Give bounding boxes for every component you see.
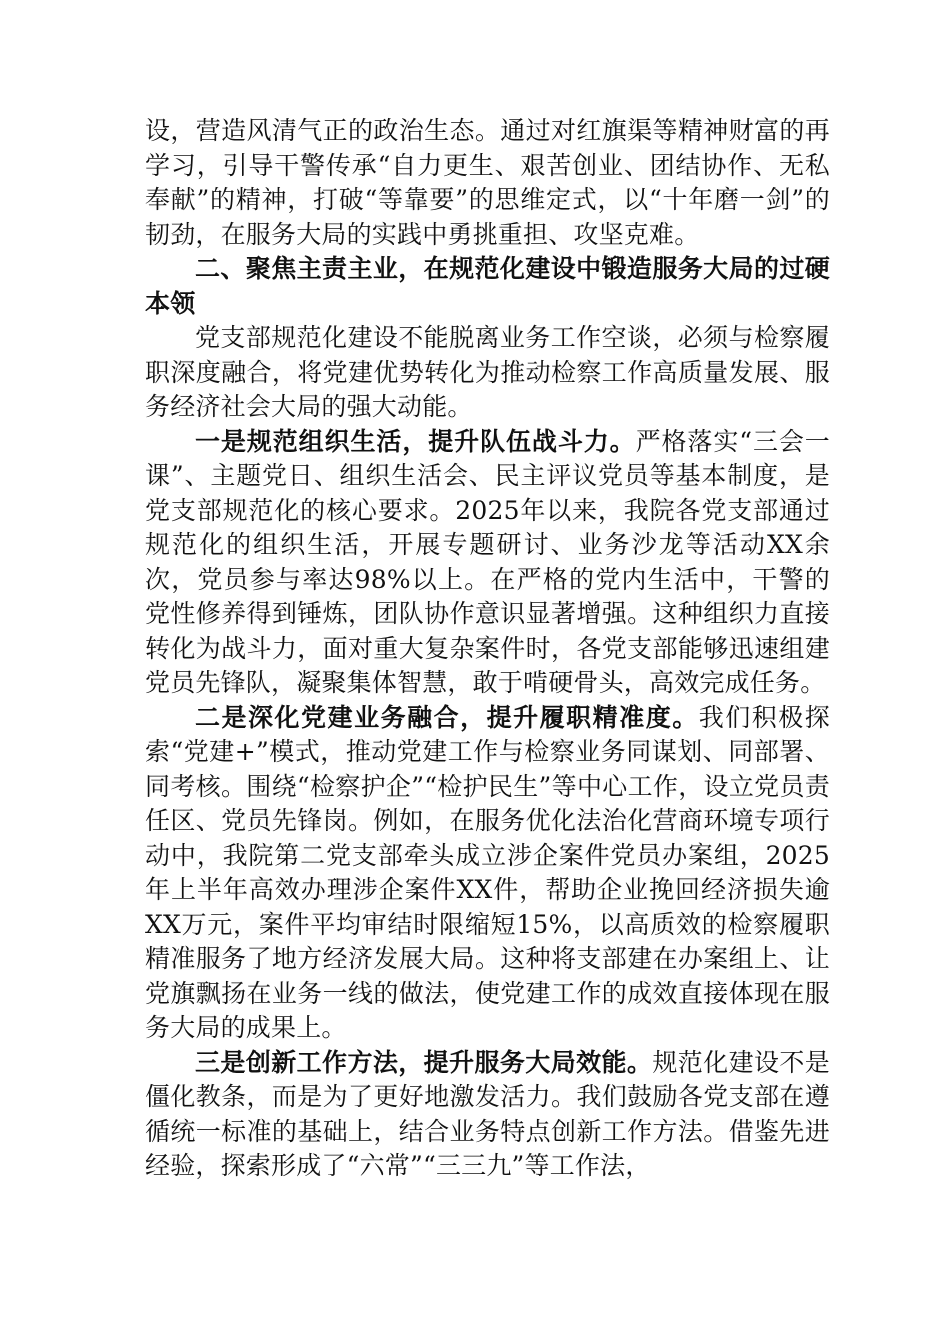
paragraph-item-3-lead: 三是创新工作方法，提升服务大局效能。 <box>195 1047 653 1077</box>
section-heading: 二、聚焦主责主业，在规范化建设中锻造服务大局的过硬本领 <box>145 254 830 318</box>
paragraph-item-1-lead: 一是规范组织生活，提升队伍战斗力。 <box>195 426 636 456</box>
paragraph-item-2-lead: 二是深化党建业务融合，提升履职精准度。 <box>195 702 699 732</box>
paragraph-item-2 <box>145 701 830 1046</box>
paragraph-continuation: 设，营造风清气正的政治生态。通过对红旗渠等精神财富的再学习，引导干警传承“自力更生、艰苦创业、团结协作、无私奉献”的精神，打破“等靠要”的思维定式，以“十年磨一剑”的韧劲，在服务大局的实践中勇挑重担、攻坚克难。 <box>145 116 830 249</box>
paragraph-intro: 党支部规范化建设不能脱离业务工作空谈，必须与检察履职深度融合，将党建优势转化为推动检察工作高质量发展、服务经济社会大局的强大动能。 <box>145 323 830 421</box>
paragraph-item-2-text: 我们积极探索“党建+”模式，推动党建工作与检察业务同谋划、同部署、同考核。围绕“检察护企”“检护民生”等中心工作，设立党员责任区、党员先锋岗。例如，在服务优化法治化营商环境专项行动中，我院第二党支部牵头成立涉企案件党员办案组，2025年上半年高效办理涉企案件XX件，帮助企业挽回经济损失逾XX万元，案件平均审结时限缩短15%，以高质效的检察履职精准服务了地方经济发展大局。这种将支部建在办案组上、让党旗飘扬在业务一线的做法，使党建工作的成效直接体现在服务大局的成果上。 <box>145 702 830 1042</box>
paragraph-item-3-text: 规范化建设不是僵化教条，而是为了更好地激发活力。我们鼓励各党支部在遵循统一标准的基础上，结合业务特点创新工作方法。借鉴先进经验，探索形成了“六常”“三三九”等工作法， <box>145 1047 830 1180</box>
paragraph-item-1 <box>145 425 830 701</box>
paragraph-item-1-text: 严格落实“三会一课”、主题党日、组织生活会、民主评议党员等基本制度，是党支部规范化的核心要求。2025年以来，我院各党支部通过规范化的组织生活，开展专题研讨、业务沙龙等活动XX余次，党员参与率达98%以上。在严格的党内生活中，干警的党性修养得到锤炼，团队协作意识显著增强。这种组织力直接转化为战斗力，面对重大复杂案件时，各党支部能够迅速组建党员先锋队，凝聚集体智慧，敢于啃硬骨头，高效完成任务。 <box>145 426 830 697</box>
paragraph-item-3 <box>145 1046 830 1184</box>
document-body <box>145 114 830 1184</box>
